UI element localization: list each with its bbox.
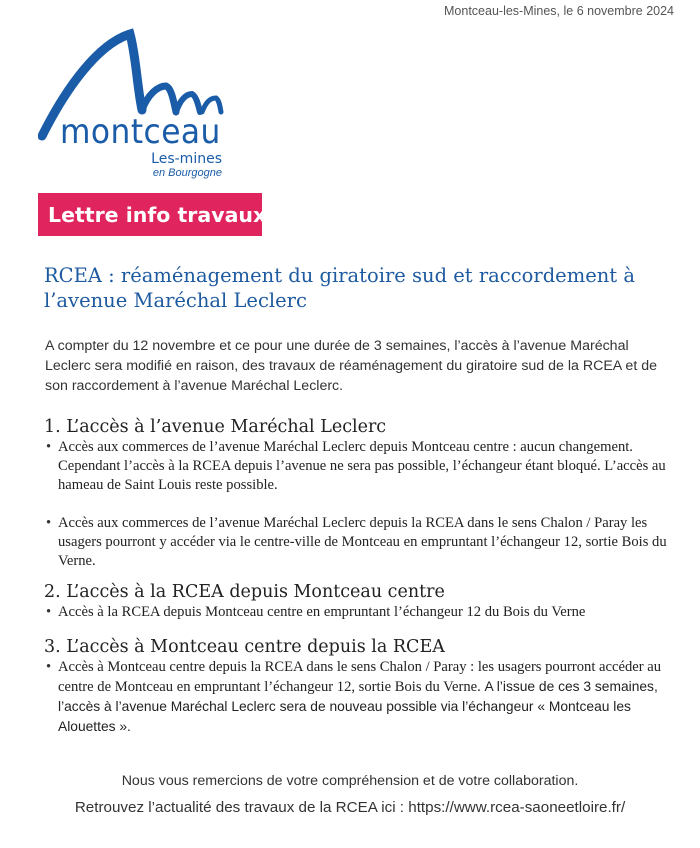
bullet-list xyxy=(44,438,684,571)
list-item xyxy=(44,658,684,737)
list-item: • Accès aux commerces de l’avenue Maréchal Leclerc depuis la RCEA dans le sens Chalon / Paray les usagers pourront y accéder via le centre-ville de Montceau en empruntant l’échangeur 12, sortie Bois du Verne. xyxy=(44,514,684,571)
section-title: 2. L’accès à la RCEA depuis Montceau centre xyxy=(44,582,445,602)
list-item: • Accès à la RCEA depuis Montceau centre en empruntant l’échangeur 12 du Bois du Verne xyxy=(44,603,684,622)
thanks-note: Nous vous remercions de votre compréhension et de votre collaboration. xyxy=(121,773,579,789)
logo-name: montceau xyxy=(60,112,221,152)
section-title: 1. L’accès à l’avenue Maréchal Leclerc xyxy=(44,417,387,437)
document-date: Montceau-les-Mines, le 6 novembre 2024 xyxy=(444,4,674,18)
city-logo xyxy=(38,26,238,186)
section-rcea-access xyxy=(44,581,684,622)
bullet-list xyxy=(44,658,684,737)
section-title: 3. L’accès à Montceau centre depuis la RCEA xyxy=(44,637,445,657)
list-item: • Accès aux commerces de l’avenue Maréchal Leclerc depuis Montceau centre : aucun changement. Cependant l’accès à la RCEA depuis l’avenue ne sera pas possible, l’échangeur étant bloqué. L’accès au hameau de Saint Louis reste possible. xyxy=(44,438,684,495)
section-avenue-access xyxy=(44,416,684,571)
list-item-main: Accès à Montceau centre depuis la RCEA dans le sens Chalon / Paray : les usagers pourront accéder au centre de Montceau en empruntant l’échangeur 12, sortie Bois du Verne. xyxy=(58,659,662,695)
website-note: Retrouvez l’actualité des travaux de la RCEA ici : https://www.rcea-saoneetloire.fr/ xyxy=(74,799,626,816)
headline: RCEA : réaménagement du giratoire sud et raccordement à l’avenue Maréchal Leclerc xyxy=(44,264,635,312)
bullet-list xyxy=(44,603,684,622)
logo-region: en Bourgogne xyxy=(152,167,222,179)
intro-paragraph: A compter du 12 novembre et ce pour une durée de 3 semaines, l’accès à l’avenue Maréchal Leclerc sera modifié en raison, des travaux de réaménagement du giratoire sud de la RCEA et de son raccordement à l’avenue Maréchal Leclerc. xyxy=(45,338,657,394)
info-banner: Lettre info travaux xyxy=(38,193,262,236)
section-centre-access xyxy=(44,636,684,737)
list-item-extra: A l’issue de ces 3 semaines, l’accès à l’avenue Maréchal Leclerc sera de nouveau possible via l’échangeur « Montceau les Alouettes ». xyxy=(58,679,658,734)
logo-subtitle: Les-mines xyxy=(151,151,222,167)
